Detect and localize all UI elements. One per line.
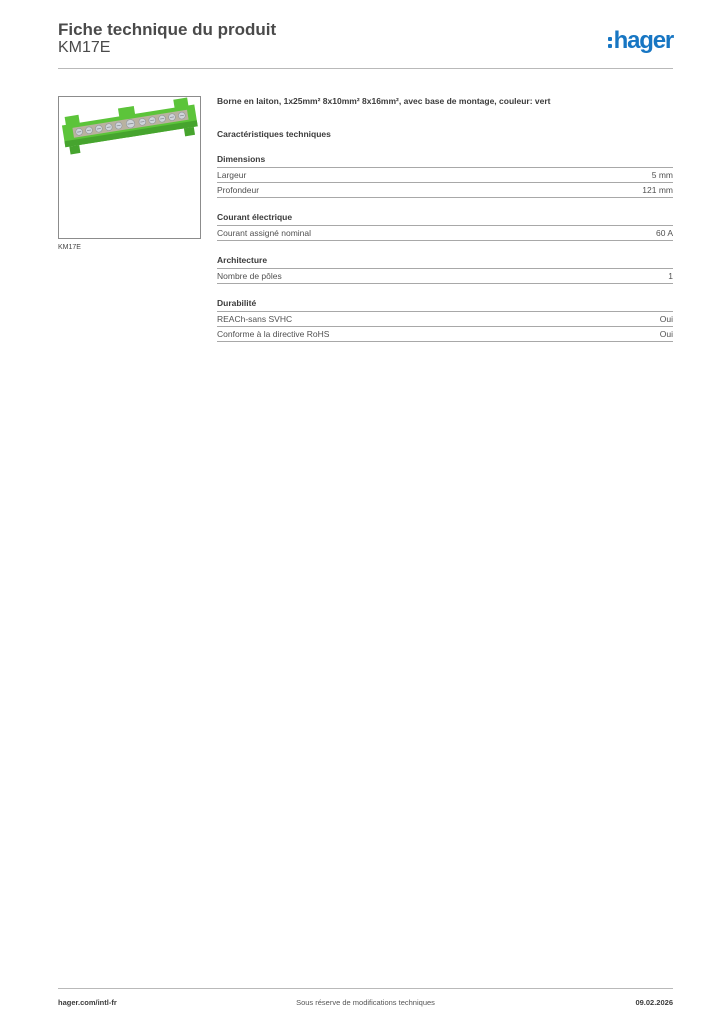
- hager-logo: [608, 28, 673, 54]
- spec-value: 5 mm: [651, 170, 673, 180]
- spec-value: Oui: [659, 329, 673, 339]
- section-title: Caractéristiques techniques: [217, 129, 331, 139]
- page-title: Fiche technique du produit: [58, 20, 277, 39]
- footer-divider: [58, 988, 673, 989]
- page-footer: [58, 998, 673, 1010]
- spec-row: [217, 312, 673, 327]
- page-header: [58, 20, 673, 70]
- group-title: Durabilité: [217, 298, 673, 312]
- group-title: Dimensions: [217, 154, 673, 168]
- spec-label: Profondeur: [217, 185, 260, 195]
- spec-row: [217, 327, 673, 342]
- image-caption: KM17E: [58, 244, 81, 251]
- logo-text: hager: [613, 27, 673, 54]
- spec-group-dimensions: [217, 154, 673, 198]
- spec-group-architecture: [217, 255, 673, 284]
- spec-value: 60 A: [655, 228, 673, 238]
- spec-label: Conforme à la directive RoHS: [217, 329, 330, 339]
- spec-label: Nombre de pôles: [217, 271, 282, 281]
- spec-row: [217, 168, 673, 183]
- product-description: Borne en laiton, 1x25mm² 8x10mm² 8x16mm², avec base de montage, couleur: vert: [217, 96, 551, 106]
- product-image: [58, 96, 201, 239]
- header-divider: [58, 68, 673, 69]
- spec-label: Courant assigné nominal: [217, 228, 312, 238]
- spec-label: REACh-sans SVHC: [217, 314, 293, 324]
- spec-row: [217, 269, 673, 284]
- spec-value: 121 mm: [642, 185, 673, 195]
- spec-row: [217, 183, 673, 198]
- terminal-block-illustration: [59, 97, 200, 238]
- spec-row: [217, 226, 673, 241]
- product-reference: KM17E: [58, 39, 111, 56]
- product-specifications: [217, 96, 673, 342]
- spec-value: 1: [668, 271, 673, 281]
- spec-group-electrical: [217, 212, 673, 241]
- group-title: Courant électrique: [217, 212, 673, 226]
- spec-value: Oui: [659, 314, 673, 324]
- spec-label: Largeur: [217, 170, 247, 180]
- spec-group-durability: [217, 298, 673, 342]
- footer-date: 09.02.2026: [635, 998, 673, 1007]
- logo-dots-icon: [608, 37, 612, 48]
- footer-website-link[interactable]: hager.com/intl-fr: [58, 998, 117, 1007]
- group-title: Architecture: [217, 255, 673, 269]
- footer-notice: Sous réserve de modifications techniques: [296, 998, 435, 1007]
